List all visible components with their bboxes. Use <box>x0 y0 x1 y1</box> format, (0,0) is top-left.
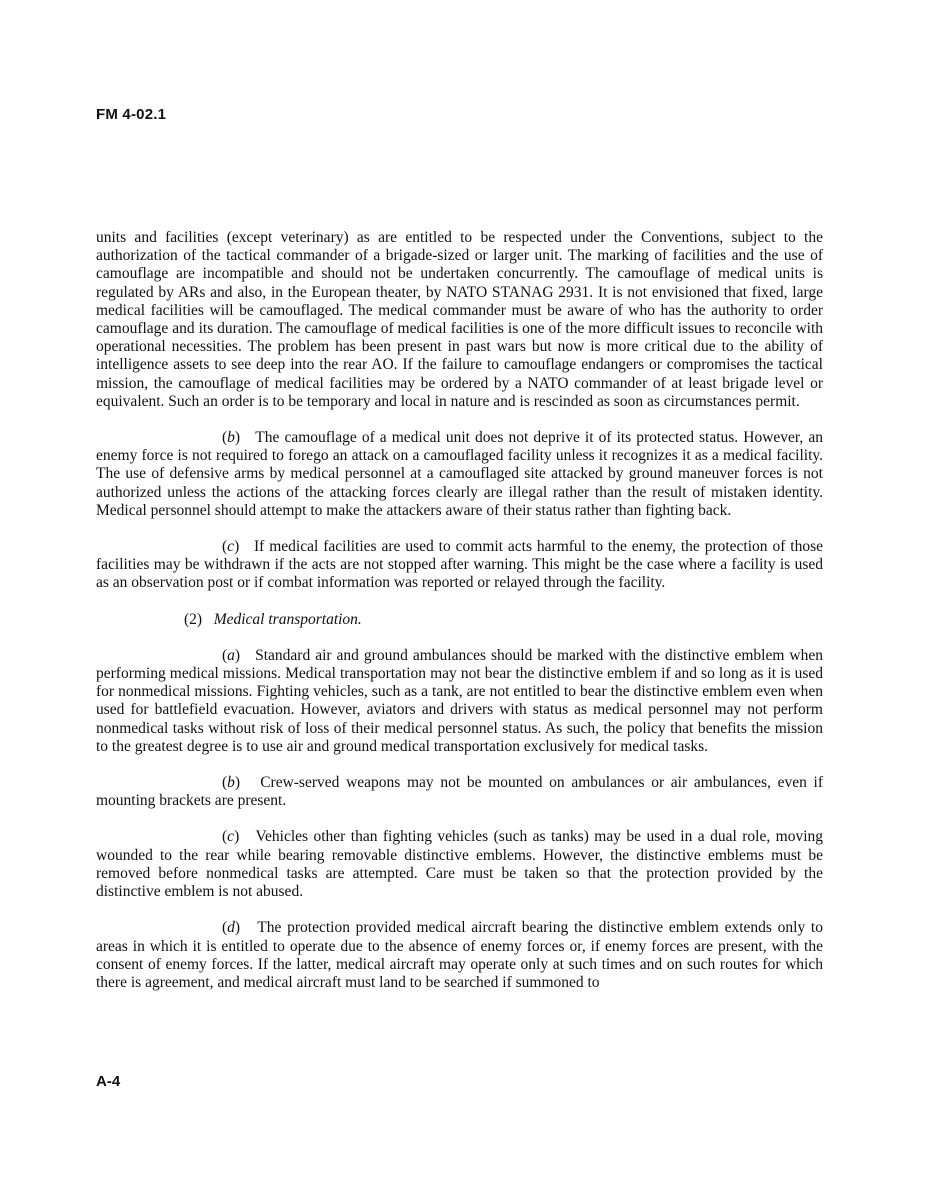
paragraph-marker: (b) <box>222 429 241 447</box>
paragraph-a-ambulance-marking <box>96 647 823 756</box>
body-text <box>96 229 823 1010</box>
paragraph-text: Standard air and ground ambulances should be marked with the distinctive emblem when performing medical missions. Medical transportation may not bear the distinctive emblem if and so long as it is used for nonmedical missions. Fighting vehicles, such as a tank, are not entitled to bear the distinctive emblem even when used for battlefield evacuation. However, aviators and drivers with status as medical personnel may not perform nonmedical tasks without risk of loss of their medical personnel status. As such, the policy that benefits the mission to the greatest degree is to use air and ground medical transportation exclusively for medical tasks. <box>96 646 823 755</box>
paragraph-marker: (a) <box>222 646 241 664</box>
paragraph-text: Vehicles other than fighting vehicles (such as tanks) may be used in a dual role, moving wounded to the rear while bearing removable distinctive emblems. However, the distinctive emblems must be removed before nonmedical tasks are attempted. Care must be taken so that the protection provided by the distinctive emblem is not abused. <box>96 828 824 901</box>
paragraph-text: The camouflage of a medical unit does not deprive it of its protected status. However, an enemy force is not required to forego an attack on a camouflaged facility unless it recognizes it as a medical facility. The use of defensive arms by medical personnel at a camouflaged site attacked by ground maneuver forces is not authorized unless the actions of the attacking forces clearly are illegal rather than the result of mistaken identity. Medical personnel should attempt to make the attackers aware of their status rather than fighting back. <box>96 429 824 519</box>
paragraph-text: If medical facilities are used to commit acts harmful to the enemy, the protection of those facilities may be withdrawn if the acts are not stopped after warning. This might be the case where a facility is used as an observation post or if combat information was reported or relayed through the facility. <box>96 538 823 592</box>
continuation-paragraph: units and facilities (except veterinary) as are entitled to be respected under the Conventions, subject to the authorization of the tactical commander of a brigade-sized or larger unit. The marking of facilities and the use of camouflage are incompatible and should not be undertaken concurrently. The camouflage of medical units is regulated by ARs and also, in the European theater, by NATO STANAG 2931. It is not envisioned that fixed, large medical facilities will be camouflaged. The medical commander must be aware of who has the authority to order camouflage and its duration. The camouflage of medical facilities is one of the more difficult issues to reconcile with operational necessities. The problem has been present in past wars but now is more critical due to the ability of intelligence assets to see deep into the rear AO. If the failure to camouflage endangers or compromises the tactical mission, the camouflage of medical facilities may be ordered by a NATO commander of at least brigade level or equivalent. Such an order is to be temporary and local in nature and is rescinded as soon as circumstances permit. <box>96 229 823 410</box>
paragraph-marker: (c) <box>222 828 240 846</box>
paragraph-c-dual-role-vehicles <box>96 828 823 901</box>
paragraph-marker: (b) <box>222 774 241 792</box>
section-title: Medical transportation. <box>213 610 362 628</box>
paragraph-b-crew-served-weapons <box>96 774 823 810</box>
section-heading-medical-transportation <box>96 611 823 629</box>
paragraph-text: Crew-served weapons may not be mounted on ambulances or air ambulances, even if mounting brackets are present. <box>96 774 824 810</box>
running-head: FM 4-02.1 <box>96 106 167 123</box>
paragraph-c-protection-withdrawn <box>96 538 823 593</box>
paragraph-d-medical-aircraft <box>96 919 823 992</box>
paragraph-marker: (c) <box>222 538 240 556</box>
paragraph-marker: (d) <box>222 919 241 937</box>
paragraph-text: The protection provided medical aircraft bearing the distinctive emblem extends only to areas in which it is entitled to operate due to the absence of enemy forces or, if enemy forces are present, with the consent of enemy forces. If the latter, medical aircraft may operate only at such times and on such routes for which there is agreement, and medical aircraft must land to be searched if summoned to <box>96 919 823 991</box>
page-number: A-4 <box>96 1073 121 1090</box>
section-number: (2) <box>184 610 203 628</box>
paragraph-b-camouflage-status <box>96 429 823 520</box>
